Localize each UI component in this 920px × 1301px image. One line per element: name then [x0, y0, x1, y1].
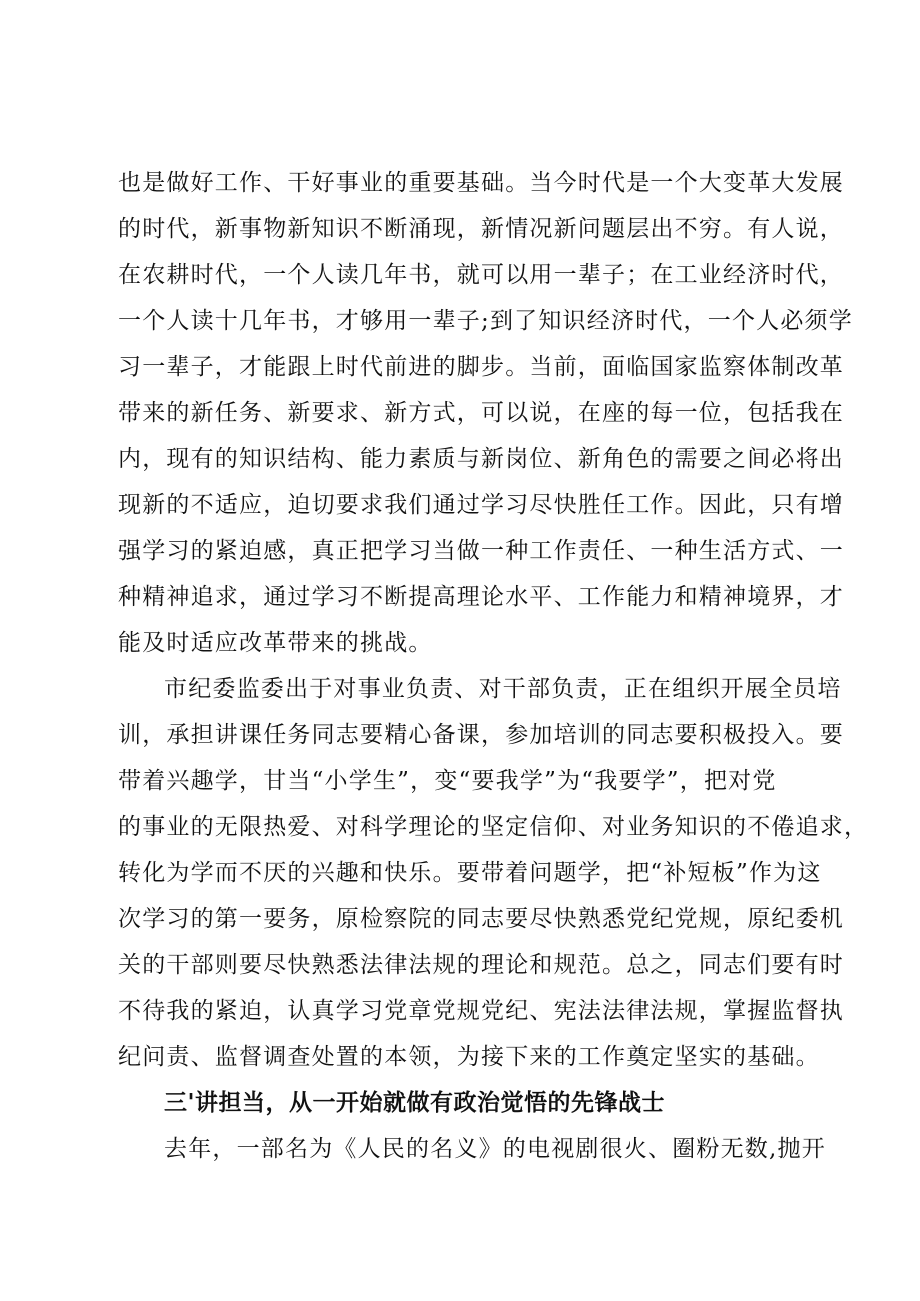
paragraph-3-line: 去年，一部名为《人民的名义》的电视剧很火、圈粉无数,抛开 [164, 1136, 826, 1162]
section-heading: 三'讲担当，从一开始就做有政治觉悟的先锋战士 [164, 1090, 666, 1116]
paragraph-1-line: 习一辈子，才能跟上时代前进的脚步。当前，面临国家监察体制改革 [118, 354, 844, 380]
paragraph-2-line: 关的干部则要尽快熟悉法律法规的理论和规范。总之，同志们要有时 [118, 952, 844, 978]
paragraph-2-line: 转化为学而不厌的兴趣和快乐。要带着问题学，把“补短板”作为这 [118, 860, 822, 886]
paragraph-1-line: 带来的新任务、新要求、新方式，可以说，在座的每一位，包括我在 [118, 400, 844, 426]
paragraph-1-line: 内，现有的知识结构、能力素质与新岗位、新角色的需要之间必将出 [118, 446, 844, 472]
paragraph-1-line: 也是做好工作、干好事业的重要基础。当今时代是一个大变革大发展 [118, 170, 844, 196]
paragraph-2-line: 带着兴趣学，甘当“小学生”，变“要我学”为“我要学”，把对党 [118, 768, 777, 794]
paragraph-2-line: 的事业的无限热爱、对科学理论的坚定信仰、对业务知识的不倦追求， [118, 814, 869, 840]
paragraph-1-line: 现新的不适应，迫切要求我们通过学习尽快胜任工作。因此，只有增 [118, 492, 844, 518]
paragraph-2-line: 纪问责、监督调查处置的本领，为接下来的工作奠定坚实的基础。 [118, 1044, 820, 1070]
paragraph-1-line: 的时代，新事物新知识不断涌现，新情况新问题层出不穷。有人说， [118, 216, 844, 242]
paragraph-2-line: 不待我的紧迫，认真学习党章党规党纪、宪法法律法规，掌握监督执 [118, 998, 844, 1024]
paragraph-2-line: 训，承担讲课任务同志要精心备课，参加培训的同志要积极投入。要 [118, 722, 844, 748]
paragraph-1-line: 一个人读十几年书，才够用一辈子;到了知识经济时代，一个人必须学 [118, 308, 853, 334]
paragraph-1-line: 在农耕时代，一个人读几年书，就可以用一辈子；在工业经济时代， [118, 262, 844, 288]
paragraph-2-line: 市纪委监委出于对事业负责、对干部负责，正在组织开展全员培 [164, 676, 842, 702]
paragraph-2-line: 次学习的第一要务，原检察院的同志要尽快熟悉党纪党规，原纪委机 [118, 906, 844, 932]
paragraph-1-line: 强学习的紧迫感，真正把学习当做一种工作责任、一种生活方式、一 [118, 538, 844, 564]
paragraph-1-line: 能及时适应改革带来的挑战。 [118, 630, 433, 656]
paragraph-1-line: 种精神追求，通过学习不断提高理论水平、工作能力和精神境界，才 [118, 584, 844, 610]
